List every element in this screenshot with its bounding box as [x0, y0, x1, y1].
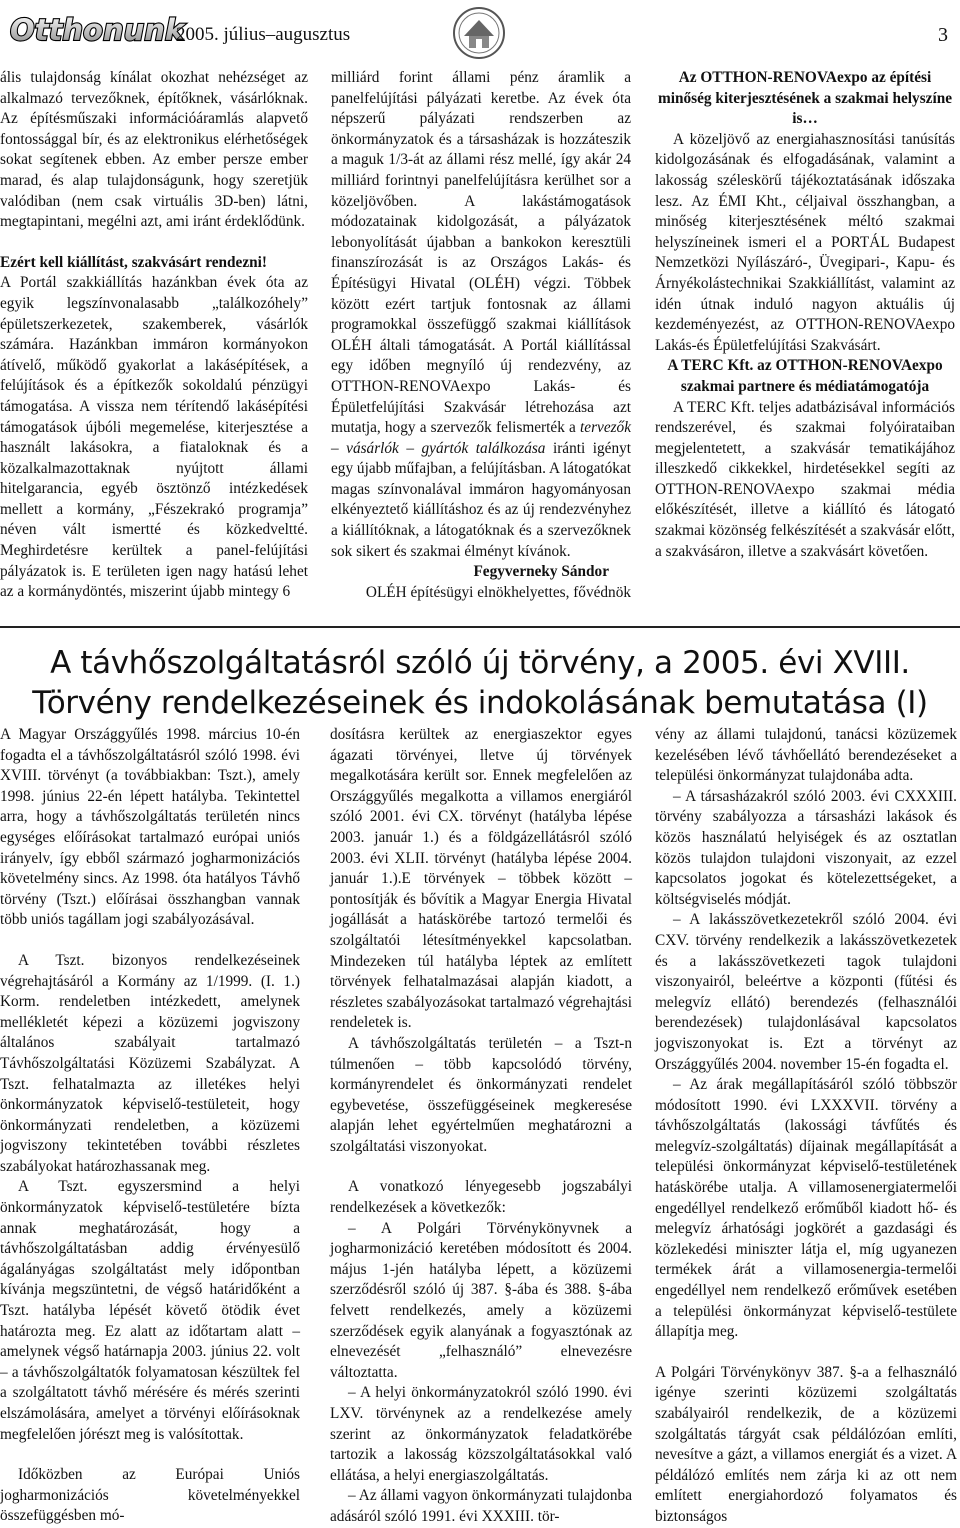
paragraph: A Polgári Törvénykönyv 387. §-a a felhasználó igénye szerinti közüzemi szolgáltatás szabályairól rendelkezik, de a közüzemi szolgáltatás tárgyát csak példálózóan említi, nevesítve a gázt, a villamos energiát és a vizet. A példálózó említés nem zárja ki az ott nem említett energiahordozó folyamatos és biztonságos	[655, 1363, 957, 1525]
article-headline	[0, 643, 960, 723]
text: milliárd forint állami pénz áramlik a panelfelújítási pályázati keretbe. Az évek óta népszerű pályázati rendszerben az önkormányzatok és a társasházak is hozzáteszik a maguk 1/3-át az állami rész mellé, így akár 24 milliárd forintnyi panelfelújításra kerülhet sor a közeljövőben. A lakástámogatások módozatainak kidolgozását, a pályázatok lebonyolítását újabban a bankokon keresztüli finanszírozását is az Országos Lakás- és Építésügyi Hivatal (OLÉH) végzi. Többek között ezért tartjuk fontosnak az állami programokkal összefüggő szakmai kiállítások OLÉH általi támogatását. A Portál kiállítással egy időben megnyíló új rendezvény, az OTTHON-RENOVAexpo Lakás- és Épületfelújítási Szakvásár létrehozása azt mutatja, hogy a szervezők felismerték a	[331, 69, 631, 437]
page-header	[0, 0, 960, 66]
paragraph: A Magyar Országgyűlés 1998. március 10-én fogadta el a távhőszolgáltatásról szóló 1998. évi XVIII. törvényt (a továbbiakban: Tszt.), amely 1998. június 22-én lépett hatályba. Tekintettel arra, hogy a távhőszolgáltatás területén nincs egységes előírásokat tartalmazó európai uniós irányelv, így ebből származó jogharmonizációs követelmény sincs. Az 1998. óta hatályos Távhő törvény (Tszt.) előírásai összhangban vannak több uniós tagállam jogi szabályozásával.	[0, 726, 300, 929]
list-item: – A lakásszövetkezetekről szóló 2004. évi CXV. törvény rendelkezik a lakásszövetkezetek és a lakásszövetkezeti tagok tulajdoni viszonyairól, beleértve a központi (fűtési és melegvíz ellátó) berendezés (felhasználói berendezések) tulajdonlásával kapcsolatos jogviszonyokat is. Ezt a törvényt az Országgyűlés 2004. november 15-én fogadta el.	[655, 910, 957, 1075]
bottom-column-3	[655, 725, 957, 1528]
issue-date: 2005. július–augusztus	[176, 24, 351, 45]
subheading: Az OTTHON-RENOVAexpo az építési minőség kiterjesztésének a szakmai helyszíne is…	[658, 69, 952, 128]
signature-title: OLÉH építésügyi elnökhelyettes, fővédnök	[365, 583, 631, 601]
subheading: A TERC Kft. az OTTHON-RENOVAexpo szakmai partnere és médiatámogatója	[667, 357, 943, 395]
list-item: – Az árak megállapításáról szóló többször módosított 1990. évi LXXXVII. törvény a távhőszolgáltatás (lakossági távfűtés és melegvíz-szolgáltatás) díjainak megállapítását a települési önkormányzat képviselő-testületének hatáskörébe utalja. A villamosenergiatermelői engedéllyel rendelkező erőműből kiadott hő- és melegvíz árhatósági jogkörét a gazdasági és közlekedési miniszter látja el, míg ugyanezen termékek árát a villamosenergia-termelői engedéllyel nem rendelkező erőművek esetében a települési önkormányzat képviselő-testülete állapítja meg.	[655, 1075, 957, 1343]
paragraph: ális tulajdonság kínálat okozhat nehézséget az alkalmazó tervezőknek, építőknek, vásárlóknak. Az építésműszaki információáramlás alapvető fontossággal bír, és az elektronikus elérhetőségek sokat segítenek ebben. Az ember persze ember marad, és alap tulajdonságunk, hogy szeretjük valódiban (nem csak virtuális 3D-ben) látni, megtapintani, megélni azt, ami iránt érdeklődünk.	[0, 69, 308, 231]
page-number: 3	[938, 24, 948, 46]
paragraph: A Tszt. bizonyos rendelkezéseinek végrehajtásáról a Kormány az 1/1999. (I. 1.) Korm. rendeletben intézkedett, amelynek mellékletét képezi a közüzemi jogviszony általános szabályait tartalmazó Távhőszolgáltatási Közüzemi Szabályzat. A Tszt. felhatalmazta az illetékes helyi önkormányzatok képviselő-testületeit, hogy önkormányzati rendeletben, a közüzemi jogviszony tekintetében további részletes szabályokat határozhassanak meg.	[0, 951, 300, 1175]
bottom-column-1	[0, 725, 300, 1527]
top-column-2	[331, 68, 631, 603]
headline-line-1: A távhőszolgáltatásról szóló új törvény, a 2005. évi XVIII.	[50, 645, 910, 681]
paragraph: Időközben az Európai Uniós jogharmonizációs követelményekkel összefüggésben mó-	[0, 1466, 300, 1525]
list-item: – A Polgári Törvénykönyvnek a jogharmonizáció keretében módosított és 2004. május 1-jén hatályba lépett, a közüzemi szerződésről szóló új 387. §-ába és 388. §-ába felvett rendelkezés, amely a közüzemi szerződések egyik alanyának a fogyasztónak az elnevezését „felhasználó” elnevezésre változtatta.	[330, 1219, 632, 1384]
otthonunk-logo	[6, 6, 185, 54]
top-column-1	[0, 68, 308, 603]
text: iránti igényt egy újabb műfajban, a felújításban. A látogatókat magas színvonalával immáron hagyományosan elkényeztető kiállításhoz és az új rendezvényhez a kiállítóknak, a látogatóknak és a szervezőknek sok sikert és szakmai élményt kívánok.	[331, 439, 631, 560]
paragraph: dosításra kerültek az energiaszektor egyes ágazati törvényei, lletve új törvények megalkotására került sor. Ennek megfelelően az Országgyűlés megalkotta a villamos energiáról szóló 2001. évi CX. törvényt (hatályba lépése 2003. január 1.) és a földgázellátásról szóló 2003. évi XLII. törvényt (hatályba lépése 2004. január 1.).E törvények – többek között – pontosítják és bővítik a Magyar Energia Hivatal jogállását a hatáskörébe tartozó termelői és szolgáltatói létesítményekkel kapcsolatban. Mindezeken túl hatályba léptek az említett törvények felhatalmazásai alapján kiadott, a részletes szabályozásokat tartalmazó végrehajtási rendeletek is.	[330, 726, 632, 1032]
list-item: – A helyi önkormányzatokról szóló 1990. évi LXV. törvénynek az a rendelkezése amely szerint az önkormányzatok feladatkörébe tartozik a lakosság közszolgáltatásokkal való ellátása, a helyi energiaszolgáltatás.	[330, 1383, 632, 1486]
bottom-column-2	[330, 725, 632, 1528]
italic-text: tervezők – vásárlók – gyártók találkozása	[331, 419, 631, 457]
paragraph	[331, 68, 631, 562]
paragraph: A TERC Kft. teljes adatbázisával információs rendszerével, és szakmai folyóirataiban megjelentetett, a szakvásár tematikájához illeszkedő cikkekkel, hirdetésekkel segíti az OTTHON-RENOVAexpo szakmai média előkészítését, illetve a kiállító és látogató szakmai közönség felkészítését a szakvásár előtt, a szakvásáron, illetve a szakvásárt követően.	[655, 398, 955, 560]
signature-name: Fegyverneky Sándor	[473, 563, 609, 581]
paragraph: A Tszt. egyszersmind a helyi önkormányzatok képviselő-testületére bízta annak meghatározását, hogy a távhőszolgáltatásban addig érvényesülő ágalányágas szolgáltatást mely időpontban kívánja megszüntetni, de végső határidőként a Tszt. hatályba lépését követő ötödik évet határozta meg. Ez alatt az időtartam alatt – amelynek végső határnapja 2003. június 22. volt – a távhőszolgáltatók folyamatosan készültek fel a szolgáltatott távhő mérésére és mérés szerinti elszámolására, amelyet a törvényi előírásoknak megfelelően jórészt meg is valósítottak.	[0, 1178, 300, 1443]
section-divider	[0, 626, 960, 628]
subheading: Ezért kell kiállítást, szakvásárt rendezni!	[0, 253, 267, 271]
paragraph: A távhőszolgáltatás területén – a Tszt-n túlmenően – több kapcsolódó törvény, kormányrendelet és önkormányzati rendelet egybevetése, összefüggéseinek megkeresése alapján lehet egyértelműen meghatározni a szolgáltatási viszonyokat.	[330, 1034, 632, 1155]
list-item: – A társasházakról szóló 2003. évi CXXXIII. törvény szabályozza a társasházi lakások és közös használatú helyiségek és az osztatlan közös tulajdon tulajdoni viszonyait, az ezzel kapcsolatos jogokat és kötelezettségeket, a költségviselés módját.	[655, 787, 957, 911]
paragraph: vény az állami tulajdonú, tanácsi közüzemek kezelésében lévő távhőellátó berendezéseket a települési önkormányzat tulajdonába adta.	[655, 726, 957, 785]
logo-text: Otthonunk	[10, 13, 185, 47]
top-column-3	[655, 68, 955, 562]
paragraph: A vonatkozó lényegesebb jogszabályi rendelkezések a következők:	[330, 1178, 632, 1217]
oleh-emblem-icon	[452, 6, 506, 60]
paragraph: A közeljövő az energiahasznosítási tanúsítás kidolgozásának és elfogadásának, valamint a lakosság széleskörű tájékoztatásának időszaka lesz. Az ÉMI Kht., céljaival összhangban, a minőség kiterjesztésének méltó szakmai helyszíneinek ismeri el a PORTÁL Budapest Nemzetközi Nyílászáró-, Üvegipari-, Kapu- és Árnyékolástechnikai Szakkiállítást, valamint az idén útnak induló nagyon aktuális új kezdeményezést, az OTTHON-RENOVAexpo Lakás-és Épületfelújítási Szakvásárt.	[655, 130, 955, 354]
paragraph: A Portál szakkiállítás hazánkban évek óta az egyik legszínvonalasabb „találkozóhely” épületszerkezetek, szakemberek, vásárlók számára. Hazánkban immáron kormányokon átívelő, működő gyakorlat a lakásépítések, a felújítások és a építkezők sokoldalú pénzügyi támogatása. A vissza nem térítendő lakásépítési támogatások újbóli megemelése, kiterjesztése a használt lakásokra, a fiataloknak és a közalkalmazottaknak nyújtott állami hitelgarancia, egyéb ösztönző intézkedések mellett a kormány, „Fészekrakó programja” néven vált ismertté és közkedveltté. Meghirdetésre kerültek a panel-felújítási pályázatok is. E területen igen nagy hatású lehet az a kormánydöntés, miszerint újabb mintegy 6	[0, 274, 308, 601]
headline-line-2: Törvény rendelkezéseinek és indokolásának bemutatása (I)	[32, 685, 928, 721]
list-item: – Az állami vagyon önkormányzati tulajdonba adásáról szóló 1991. évi XXXIII. tör-	[330, 1486, 632, 1527]
